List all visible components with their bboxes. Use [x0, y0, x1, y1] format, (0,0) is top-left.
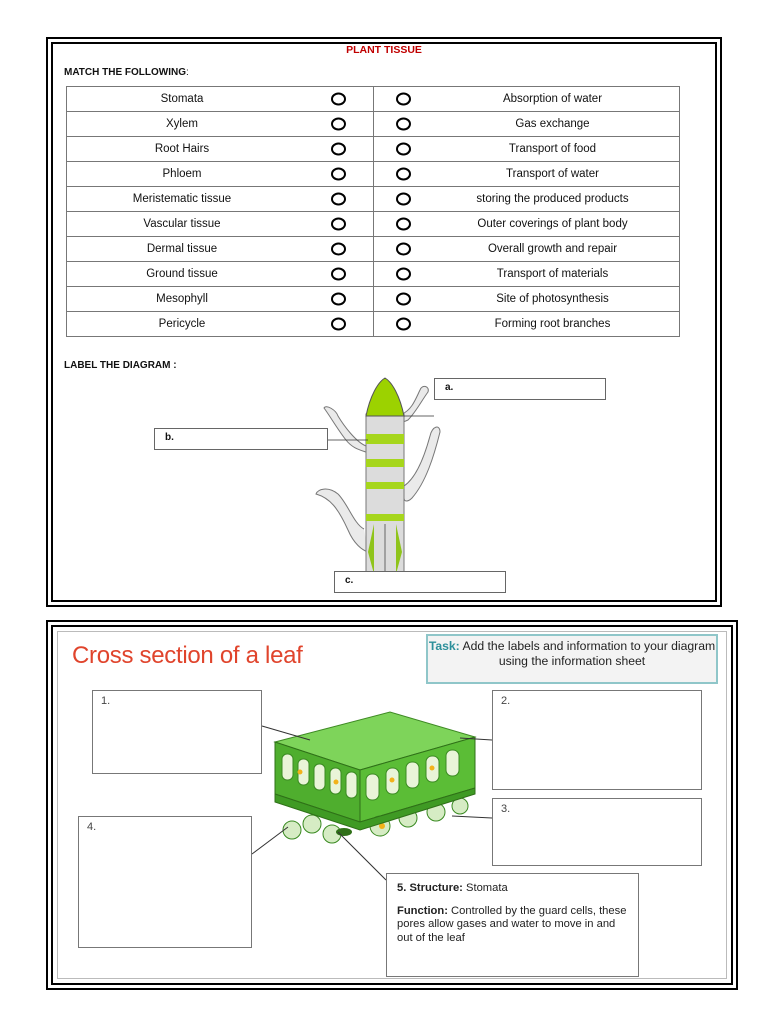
match-left-cell: [67, 162, 374, 187]
match-right-term: Absorption of water: [502, 93, 603, 105]
match-left-circle-icon[interactable]: [331, 193, 346, 206]
match-right-term: storing the produced products: [476, 193, 629, 205]
diagram-label-c[interactable]: c.: [334, 571, 506, 593]
match-right-term: Overall growth and repair: [487, 243, 618, 255]
match-left-cell: [67, 212, 374, 237]
match-right-cell: [374, 262, 680, 287]
label-box-3[interactable]: 3.: [492, 798, 702, 866]
stem-diagram: [308, 374, 458, 574]
stem-branch-lower-left: [316, 489, 368, 552]
match-right-circle-icon[interactable]: [396, 293, 411, 306]
match-left-circle-icon[interactable]: [331, 268, 346, 281]
match-left-circle-icon[interactable]: [331, 318, 346, 331]
match-right-circle-icon[interactable]: [396, 268, 411, 281]
worksheet-title: PLANT TISSUE: [346, 44, 422, 56]
plant-tissue-worksheet: [46, 37, 722, 607]
function-line: [397, 905, 628, 946]
match-left-circle-icon[interactable]: [331, 243, 346, 256]
match-left-term: Dermal tissue: [146, 243, 218, 255]
match-row: [67, 162, 680, 187]
structure-line: [397, 882, 628, 896]
stem-band-3: [366, 482, 404, 489]
match-row: [67, 237, 680, 262]
match-left-circle-icon[interactable]: [331, 93, 346, 106]
match-left-term: Root Hairs: [154, 143, 210, 155]
match-heading-colon: :: [186, 67, 189, 78]
stem-branch-lower-right: [404, 427, 440, 501]
match-right-circle-icon[interactable]: [396, 118, 411, 131]
stem-band-4: [366, 514, 404, 521]
stomata-info-box: [386, 873, 639, 977]
match-row: [67, 112, 680, 137]
match-table: [66, 86, 680, 337]
match-row: [67, 312, 680, 337]
match-right-cell: [374, 237, 680, 262]
leaf-title: Cross section of a leaf: [72, 642, 303, 669]
leaf-cross-section-slide: [46, 620, 738, 990]
match-left-cell: [67, 137, 374, 162]
match-left-term: Meristematic tissue: [132, 193, 232, 205]
match-right-circle-icon[interactable]: [396, 143, 411, 156]
match-row: [67, 187, 680, 212]
match-right-term: Gas exchange: [515, 118, 590, 130]
match-left-cell: [67, 112, 374, 137]
match-left-circle-icon[interactable]: [331, 143, 346, 156]
label-box-1[interactable]: 1.: [92, 690, 262, 774]
match-right-cell: [374, 287, 680, 312]
match-right-term: Site of photosynthesis: [496, 293, 609, 305]
match-right-term: Transport of food: [508, 143, 597, 155]
stem-band-1: [366, 434, 404, 444]
match-left-term: Xylem: [166, 118, 198, 130]
match-left-term: Mesophyll: [156, 293, 208, 305]
match-left-term: Stomata: [160, 93, 204, 105]
diagram-heading: LABEL THE DIAGRAM :: [64, 360, 177, 371]
match-right-cell: [374, 112, 680, 137]
match-row: [67, 87, 680, 112]
match-left-term: Phloem: [162, 168, 202, 180]
match-right-circle-icon[interactable]: [396, 168, 411, 181]
match-left-circle-icon[interactable]: [331, 293, 346, 306]
match-left-term: Vascular tissue: [143, 218, 221, 230]
match-heading: [64, 67, 189, 78]
stem-tip: [366, 378, 404, 416]
match-left-cell: [67, 87, 374, 112]
match-right-term: Outer coverings of plant body: [477, 218, 628, 230]
match-row: [67, 287, 680, 312]
match-right-circle-icon[interactable]: [396, 93, 411, 106]
match-left-term: Ground tissue: [146, 268, 218, 280]
match-right-cell: [374, 312, 680, 337]
match-heading-text: MATCH THE FOLLOWING: [64, 67, 187, 78]
diagram-label-b[interactable]: b.: [154, 428, 328, 450]
match-left-circle-icon[interactable]: [331, 118, 346, 131]
match-right-term: Forming root branches: [494, 318, 611, 330]
label-box-4[interactable]: 4.: [78, 816, 252, 948]
function-label: Function:: [397, 904, 448, 917]
match-right-circle-icon[interactable]: [396, 193, 411, 206]
function-value: Controlled by the guard cells, these pores allow gases and water to move in and out of the leaf: [397, 904, 627, 944]
match-right-cell: [374, 137, 680, 162]
match-row: [67, 137, 680, 162]
match-right-term: Transport of materials: [496, 268, 609, 280]
structure-value: Stomata: [462, 882, 508, 894]
match-left-cell: [67, 187, 374, 212]
match-row: [67, 262, 680, 287]
stem-branch-upper-left: [324, 407, 366, 452]
match-left-circle-icon[interactable]: [331, 218, 346, 231]
match-right-cell: [374, 187, 680, 212]
match-left-circle-icon[interactable]: [331, 168, 346, 181]
match-left-cell: [67, 237, 374, 262]
match-left-cell: [67, 312, 374, 337]
structure-label: 5. Structure:: [397, 882, 463, 894]
match-left-term: Pericycle: [158, 318, 206, 330]
stem-band-2: [366, 459, 404, 467]
match-right-circle-icon[interactable]: [396, 318, 411, 331]
task-text: Add the labels and information to your diagram using the information sheet: [459, 639, 716, 668]
match-right-cell: [374, 212, 680, 237]
task-label: Task:: [428, 639, 460, 653]
match-left-cell: [67, 287, 374, 312]
diagram-label-a[interactable]: a.: [434, 378, 606, 400]
match-right-term: Transport of water: [506, 168, 599, 180]
match-right-circle-icon[interactable]: [396, 218, 411, 231]
match-left-cell: [67, 262, 374, 287]
match-right-circle-icon[interactable]: [396, 243, 411, 256]
match-right-cell: [374, 87, 680, 112]
match-right-cell: [374, 162, 680, 187]
match-row: [67, 212, 680, 237]
label-box-2[interactable]: 2.: [492, 690, 702, 790]
